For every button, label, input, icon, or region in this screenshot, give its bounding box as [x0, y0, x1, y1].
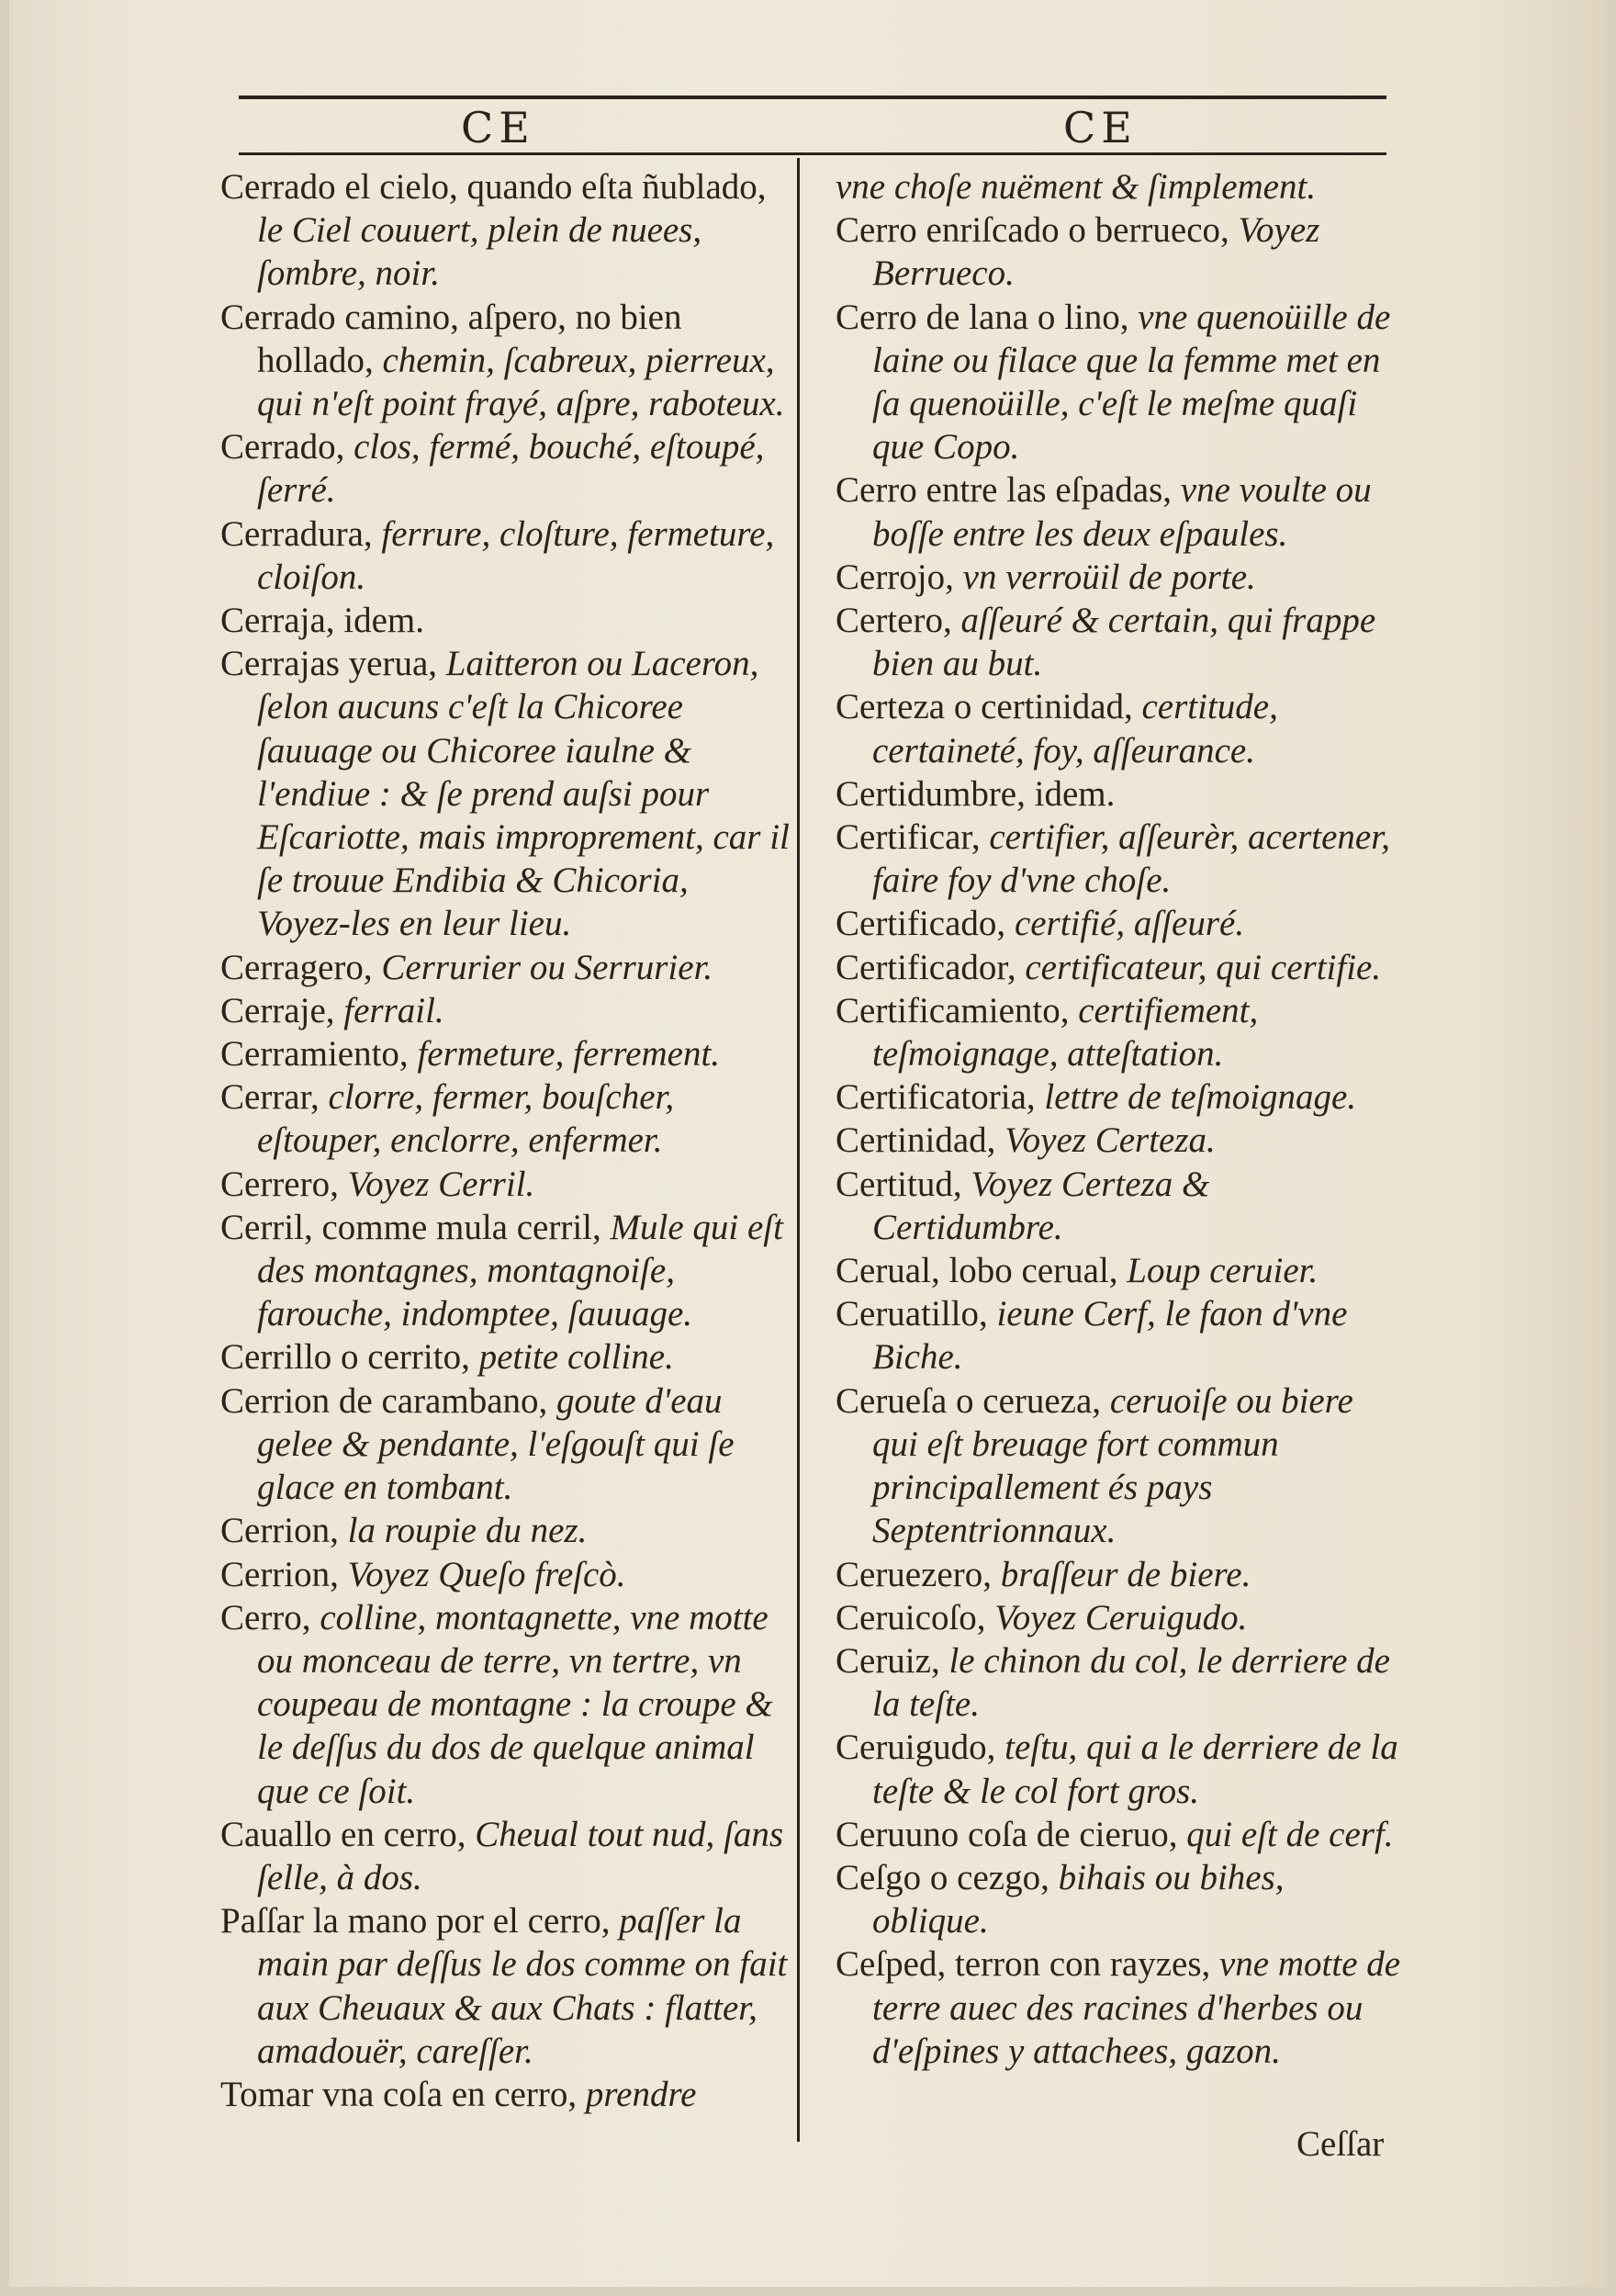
entry-headword: Cerradura,: [220, 513, 373, 554]
entry-translation: bihais ou bihes, oblique.: [872, 1857, 1285, 1941]
dictionary-entry: [836, 468, 1405, 555]
running-head-right: CE: [1063, 103, 1138, 152]
dictionary-entry: [220, 1032, 790, 1075]
entry-headword: Cauallo en cerro,: [220, 1814, 466, 1854]
dictionary-entry: [836, 296, 1405, 469]
dictionary-entry: [836, 1942, 1405, 2073]
entry-translation: Voyez Ceruigudo.: [994, 1597, 1248, 1638]
dictionary-entry: [836, 1639, 1405, 1726]
dictionary-entry: [220, 1596, 790, 1813]
entry-headword: Cerril, comme mula cerril,: [220, 1207, 601, 1247]
entry-headword: Ceſped, terron con rayzes,: [836, 1944, 1211, 1985]
dictionary-entry: [836, 1163, 1405, 1249]
header-rule: [239, 152, 1386, 155]
entry-translation: ferrure, cloſture, fermeture, cloiſon.: [257, 513, 775, 597]
entry-translation: vn verroüil de porte.: [962, 557, 1256, 597]
entry-translation: ferrail.: [343, 990, 444, 1030]
entry-translation: clos, fermé, bouché, eſtoupé, ſerré.: [257, 427, 765, 511]
top-rule: [239, 96, 1386, 99]
dictionary-entry: [220, 1206, 790, 1336]
entry-translation: vne quenoüille de laine ou filace que la femme met en ſa quenoüille, c'eſt le meſme quaſi que Copo.: [872, 297, 1391, 467]
entry-translation: certifiement, teſmoignage, atteſtation.: [872, 990, 1259, 1075]
entry-headword: Cerrion,: [220, 1554, 339, 1594]
dictionary-entry: [220, 1379, 790, 1510]
dictionary-entry: [836, 1075, 1405, 1119]
entry-headword: Cerrillo o cerrito,: [220, 1337, 470, 1378]
dictionary-entry: [220, 642, 790, 945]
entry-translation: certitude, certaineté, foy, aſſeurance.: [872, 687, 1278, 771]
dictionary-entry: [836, 816, 1405, 902]
entry-translation: certifié, aſſeuré.: [1014, 904, 1245, 944]
entry-translation: aſſeuré & certain, qui frappe bien au but.: [872, 601, 1376, 684]
entry-headword: Certitud,: [836, 1164, 962, 1204]
entry-translation: Voyez Queſo freſcò.: [347, 1554, 626, 1594]
entry-headword: Certero,: [836, 601, 952, 641]
entry-translation: vne motte de terre auec des racines d'herbes ou d'eſpines y attachees, gazon.: [872, 1944, 1401, 2071]
entry-headword: Cerueſa o cerueza,: [836, 1380, 1102, 1421]
entry-translation: prendre: [585, 2074, 697, 2114]
entry-translation: goute d'eau gelee & pendante, l'eſgouſt qui ſe glace en tombant.: [257, 1380, 735, 1508]
entry-translation: le chinon du col, le derriere de la teſte.: [872, 1640, 1390, 1725]
dictionary-entry: [836, 1292, 1405, 1379]
entry-headword: Cerrado,: [220, 427, 345, 467]
entry-headword: Ceſgo o cezgo,: [836, 1857, 1049, 1897]
entry-translation: teſtu, qui a le derriere de la teſte & le col fort gros.: [872, 1728, 1398, 1811]
entry-translation: chemin, ſcabreux, pierreux, qui n'eſt point frayé, aſpre, raboteux.: [257, 340, 785, 424]
entry-translation: vne choſe nuëment & ſimplement.: [836, 167, 1317, 207]
dictionary-entry: [220, 296, 790, 426]
entry-translation: clorre, fermer, bouſcher, eſtouper, enclorre, enfermer.: [257, 1077, 675, 1161]
dictionary-entry: [220, 165, 790, 296]
dictionary-entry: [836, 772, 1405, 816]
entry-headword: Cerual, lobo cerual,: [836, 1251, 1118, 1291]
entry-translation: Voyez Certeza & Certidumbre.: [872, 1164, 1210, 1247]
entry-translation: Mule qui eſt des montagnes, montagnoiſe, farouche, indomptee, ſauuage.: [257, 1207, 783, 1334]
entry-headword: Cerro entre las eſpadas,: [836, 470, 1173, 511]
entry-headword: Certeza o certinidad,: [836, 687, 1133, 727]
column-divider: [797, 158, 800, 2142]
entry-headword: Cerraja, idem.: [220, 601, 424, 641]
entry-headword: Ceruezero,: [836, 1554, 992, 1594]
entry-headword: Cerrajas yerua,: [220, 644, 438, 684]
entry-headword: Certificatoria,: [836, 1077, 1036, 1118]
dictionary-entry: [836, 1379, 1405, 1553]
entry-translation: braſſeur de biere.: [1000, 1554, 1251, 1594]
entry-headword: Certificamiento,: [836, 990, 1070, 1030]
dictionary-entry: [836, 165, 1405, 208]
entry-headword: Cerrion,: [220, 1511, 339, 1551]
entry-headword: Cerraje,: [220, 990, 335, 1030]
running-head-left: CE: [461, 103, 535, 152]
dictionary-entry: [836, 1249, 1405, 1292]
dictionary-entry: [836, 556, 1405, 599]
entry-translation: fermeture, ferrement.: [417, 1034, 721, 1075]
dictionary-entry: [220, 1509, 790, 1552]
entry-headword: Ceruigudo,: [836, 1728, 996, 1768]
entry-translation: certifier, aſſeurèr, acertener, faire foy d'vne choſe.: [872, 817, 1390, 901]
entry-translation: Voyez Cerril.: [347, 1164, 535, 1204]
dictionary-entry: [836, 1856, 1405, 1942]
dictionary-entry: [220, 1899, 790, 2073]
dictionary-entry: [220, 946, 790, 989]
entry-headword: Cerramiento,: [220, 1034, 409, 1075]
dictionary-entry: [836, 1596, 1405, 1639]
dictionary-entry: [220, 1335, 790, 1379]
dictionary-entry: [836, 946, 1405, 989]
dictionary-entry: [220, 989, 790, 1032]
entry-headword: Paſſar la mano por el cerro,: [220, 1901, 611, 1941]
entry-headword: Ceruuno coſa de cieruo,: [836, 1814, 1178, 1854]
entry-translation: le Ciel couuert, plein de nuees, ſombre, noir.: [257, 210, 702, 294]
entry-headword: Cerrado el cielo, quando eſta ñublado,: [220, 167, 767, 207]
entry-headword: Cerrero,: [220, 1164, 339, 1204]
dictionary-entry: [220, 2073, 790, 2116]
entry-translation: Voyez Berrueco.: [872, 210, 1320, 294]
entry-translation: lettre de teſmoignage.: [1044, 1077, 1357, 1118]
entry-headword: Ceruatillo,: [836, 1294, 988, 1334]
entry-headword: Cerro enriſcado o berrueco,: [836, 210, 1229, 251]
entry-headword: Cerrar,: [220, 1077, 320, 1118]
entry-translation: petite colline.: [478, 1337, 674, 1378]
entry-translation: Laitteron ou Laceron, ſelon aucuns c'eſt la Chicoree ſauuage ou Chicoree iaulne & l'endiue : & ſe prend auſsi pour Eſcariotte, mais improprement, car il ſe trouue Endibia & Chicoria, Voyez-les en leur lieu.: [257, 644, 790, 944]
dictionary-entry: [836, 1726, 1405, 1812]
dictionary-entry: [836, 208, 1405, 295]
entry-headword: Cerro,: [220, 1597, 311, 1638]
entry-translation: vne voulte ou boſſe entre les deux eſpaules.: [872, 470, 1372, 554]
entry-headword: Certinidad,: [836, 1120, 996, 1161]
dictionary-entry: [220, 1553, 790, 1596]
entry-translation: ieune Cerf, le faon d'vne Biche.: [872, 1294, 1348, 1378]
entry-headword: Cerrion de carambano,: [220, 1380, 548, 1421]
dictionary-entry: [836, 1813, 1405, 1856]
entry-headword: Certidumbre, idem.: [836, 773, 1116, 814]
entry-translation: certificateur, qui certifie.: [1025, 947, 1382, 987]
entry-translation: Loup ceruier.: [1127, 1251, 1319, 1291]
dictionary-entry: [836, 1553, 1405, 1596]
entry-headword: Cerrojo,: [836, 557, 954, 597]
entry-translation: Cheual tout nud, ſans ſelle, à dos.: [257, 1814, 784, 1897]
dictionary-entry: [220, 1163, 790, 1206]
dictionary-entry: [836, 989, 1405, 1075]
entry-headword: Ceruiz,: [836, 1640, 940, 1681]
entry-headword: Certificado,: [836, 904, 1006, 944]
entry-translation: la roupie du nez.: [347, 1511, 588, 1551]
dictionary-entry: [220, 599, 790, 642]
dictionary-entry: [220, 1813, 790, 1899]
entry-translation: paſſer la main par deſſus le dos comme on fait aux Cheuaux & aux Chats : flatter, amadouër, careſſer.: [257, 1901, 788, 2071]
entry-translation: qui eſt de cerf.: [1186, 1814, 1394, 1854]
entry-headword: Cerro de lana o lino,: [836, 297, 1129, 337]
right-column: [836, 165, 1405, 2073]
dictionary-entry: [220, 425, 790, 512]
entry-headword: Certificar,: [836, 817, 981, 858]
entry-headword: Cerragero,: [220, 947, 373, 987]
left-column: [220, 165, 790, 2116]
dictionary-entry: [836, 902, 1405, 945]
entry-headword: Certificador,: [836, 947, 1016, 987]
entry-headword: Cerrado camino, aſpero, no bien hollado,: [220, 297, 682, 380]
dictionary-entry: [220, 1075, 790, 1162]
dictionary-entry: [220, 512, 790, 599]
dictionary-entry: [836, 685, 1405, 771]
dictionary-entry: [836, 1119, 1405, 1162]
entry-headword: Ceruicoſo,: [836, 1597, 986, 1638]
catchword: Ceſſar: [1296, 2124, 1385, 2164]
entry-translation: Voyez Certeza.: [1004, 1120, 1216, 1161]
entry-translation: colline, montagnette, vne motte ou monceau de terre, vn tertre, vn coupeau de montagne : la croupe & le deſſus du dos de quelque animal que ce ſoit.: [257, 1597, 773, 1811]
entry-translation: ceruoiſe ou biere qui eſt breuage fort commun principallement és pays Septentrionnaux.: [872, 1380, 1353, 1551]
entry-translation: Cerrurier ou Serrurier.: [381, 947, 713, 987]
entry-headword: Tomar vna coſa en cerro,: [220, 2074, 578, 2114]
dictionary-entry: [836, 599, 1405, 685]
